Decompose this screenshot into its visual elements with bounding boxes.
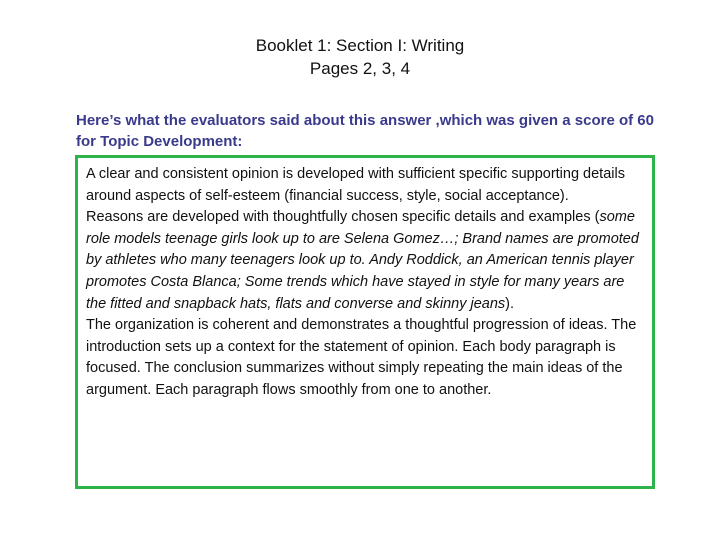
title-line-booklet: Booklet 1: Section I: Writing [255,36,465,55]
slide-title [0,34,720,80]
title-line-pages: Pages 2, 3, 4 [309,59,411,78]
reasons-examples-text: some role models teenage girls look up to are Selena Gomez…; Brand names are promoted by athletes who many teenagers look up to. Andy Roddick, an American tennis player promotes Costa Blanca; Some trends which have stayed in style for many years are the fitted and snapback hats, flats and converse and skinny jeans [86,209,639,312]
evaluation-paragraph-organization: The organization is coherent and demonstrates a thoughtful progression of ideas. The introduction sets up a context for the statement of opinion. Each body paragraph is focused. The conclusion summarizes without simply repeating the main ideas of the argument. Each paragraph flows smoothly from one to another. [86,317,637,398]
evaluation-comment-box [75,155,655,489]
evaluation-paragraph-opinion: A clear and consistent opinion is developed with sufficient specific supporting details around aspects of self-esteem (financial success, style, social acceptance). [86,166,625,204]
reasons-closing-text: ). [505,295,515,312]
reasons-lead-text: Reasons are developed with thoughtfully chosen specific details and examples ( [86,209,600,226]
evaluation-paragraph-reasons [86,207,646,315]
evaluator-intro-text: Here’s what the evaluators said about this answer ,which was given a score of 60 for Topic Development: [76,112,654,150]
